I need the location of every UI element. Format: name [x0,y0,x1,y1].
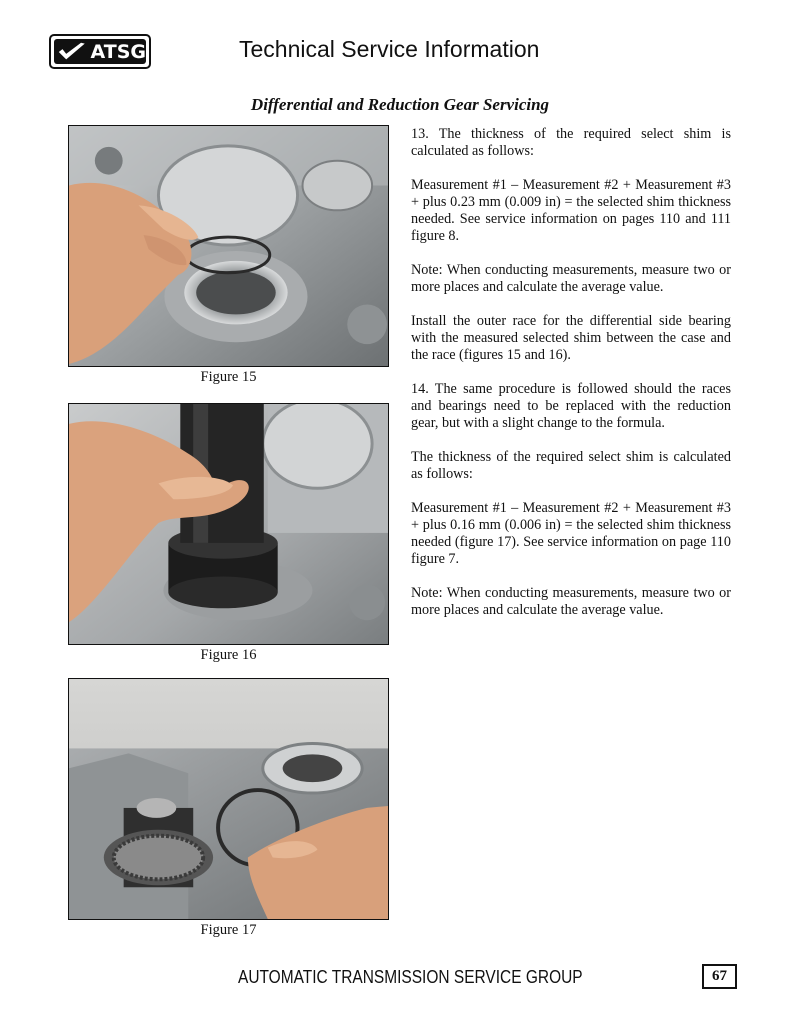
paragraph: Note: When conducting measurements, measure two or more places and calculate the average value. [411,262,731,295]
section-title: Differential and Reduction Gear Servicing [250,95,550,114]
figure-16-photo [68,403,389,645]
paragraph: 13. The thickness of the required select shim is calculated as follows: [411,126,731,159]
paragraph: Measurement #1 – Measurement #2 + Measurement #3 + plus 0.16 mm (0.006 in) = the selected shim thickness needed (figure 17). See service information on page 110 figure 7. [411,500,731,567]
paragraph: Note: When conducting measurements, measure two or more places and calculate the average value. [411,585,731,618]
page-number: 67 [702,964,737,989]
figure-15-caption: Figure 15 [200,369,257,385]
logo-text: ATSG [90,40,146,63]
header-title: Technical Service Information [239,36,540,62]
logo-badge [54,39,146,64]
figure-17-photo [68,678,389,920]
paragraph: Measurement #1 – Measurement #2 + Measurement #3 + plus 0.23 mm (0.009 in) = the selected shim thickness needed. See service information on pages 110 and 111 figure 8. [411,177,731,244]
footer-organization: AUTOMATIC TRANSMISSION SERVICE GROUP [238,967,583,987]
figure-17-caption: Figure 17 [200,922,257,938]
figure-15-photo [68,125,389,367]
paragraph: Install the outer race for the differential side bearing with the measured selected shim between the case and the race (figures 15 and 16). [411,313,731,363]
checkmark-icon [56,39,88,64]
procedure-text [411,126,731,636]
paragraph: 14. The same procedure is followed should the races and bearings need to be replaced with the reduction gear, but with a slight change to the formula. [411,381,731,431]
figure-16-caption: Figure 16 [200,647,257,663]
atsg-logo [49,34,151,69]
paragraph: The thickness of the required select shim is calculated as follows: [411,449,731,482]
